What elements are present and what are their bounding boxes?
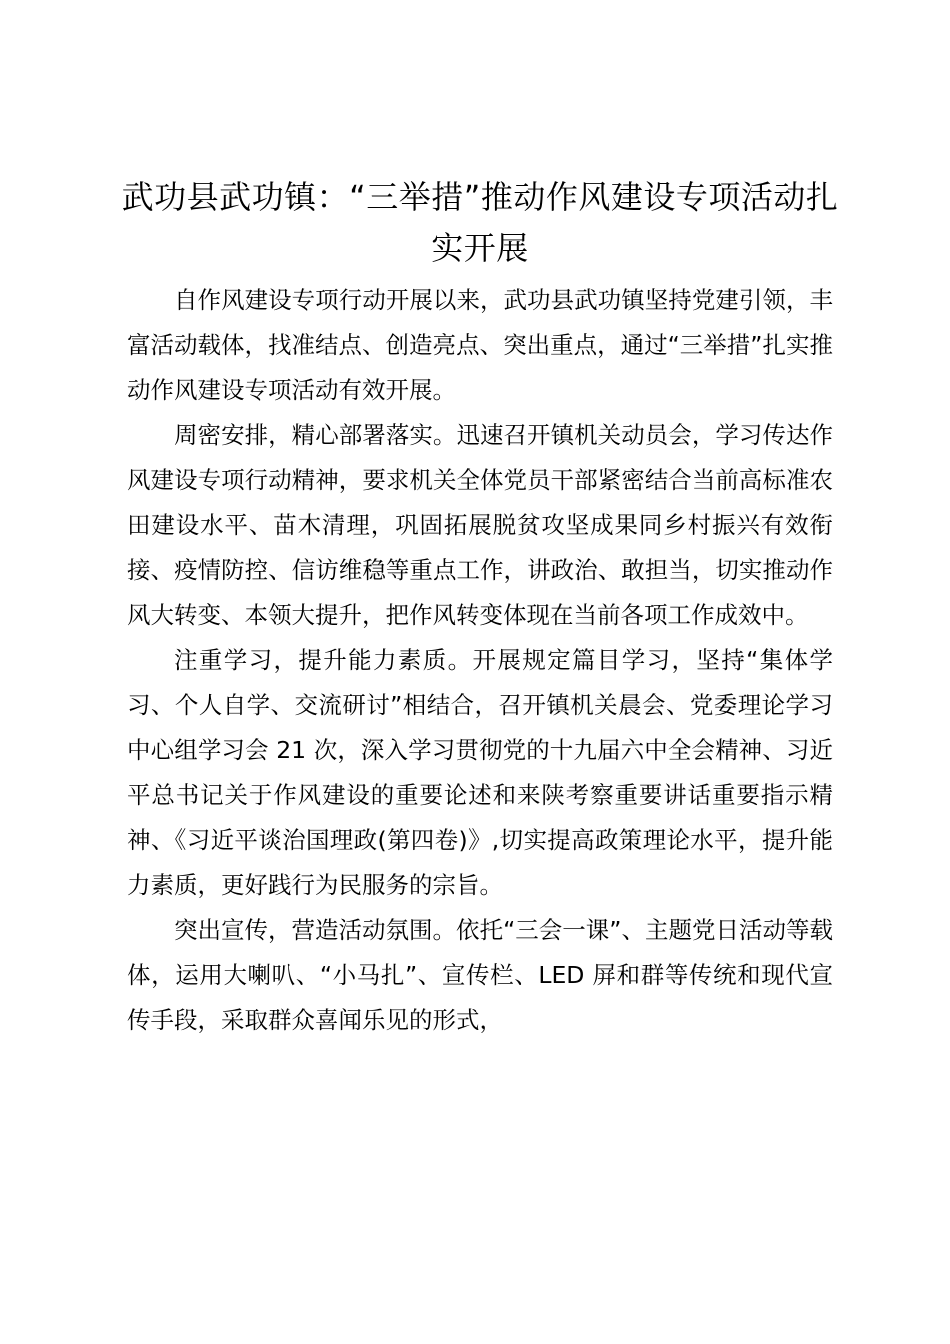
document-body [127, 278, 833, 1043]
document-title: 武功县武功镇：“三举措”推动作风建设专项活动扎实开展 [121, 178, 839, 267]
paragraph-arrangement: 周密安排，精心部署落实。迅速召开镇机关动员会，学习传达作风建设专项行动精神，要求机关全体党员干部紧密结合当前高标准农田建设水平、苗木清理，巩固拓展脱贫攻坚成果同乡村振兴有效衔接、疫情防控、信访维稳等重点工作，讲政治、敢担当，切实推动作风大转变、本领大提升，把作风转变体现在当前各项工作成效中。 [127, 421, 833, 629]
paragraph-publicity: 突出宣传，营造活动氛围。依托“三会一课”、主题党日活动等载体，运用大喇叭、“小马扎”、宣传栏、LED 屏和群等传统和现代宣传手段，采取群众喜闻乐见的形式， [127, 916, 833, 1034]
paragraph-intro: 自作风建设专项行动开展以来，武功县武功镇坚持党建引领，丰富活动载体，找准结点、创造亮点、突出重点，通过“三举措”扎实推动作风建设专项活动有效开展。 [127, 286, 833, 404]
paragraph-study: 注重学习，提升能力素质。开展规定篇目学习，坚持“集体学习、个人自学、交流研讨”相结合，召开镇机关晨会、党委理论学习中心组学习会 21 次，深入学习贯彻党的十九届六中全会精神、习近平总书记关于作风建设的重要论述和来陕考察重要讲话重要指示精神、《习近平谈治国理政(第四卷)》,切实提高政策理论水平，提升能力素质，更好践行为民服务的宗旨。 [127, 646, 833, 899]
